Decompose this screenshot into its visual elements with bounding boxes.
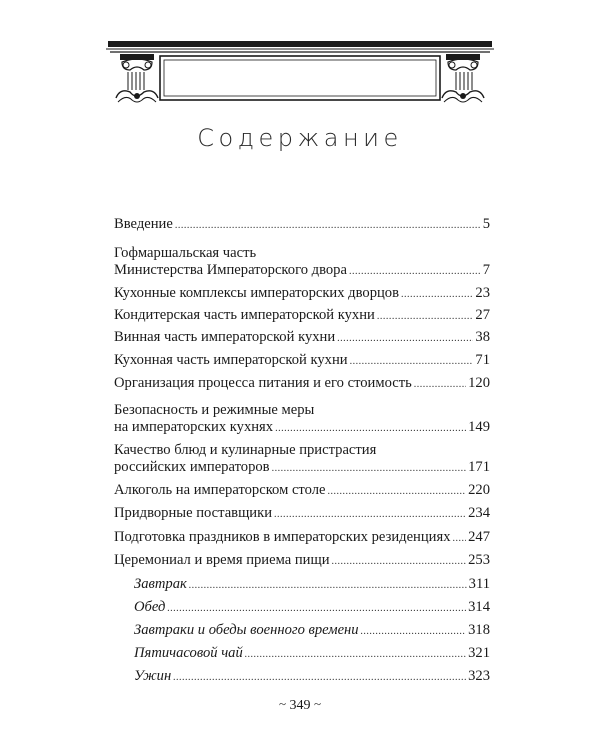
toc-entry[interactable]: [114, 505, 490, 523]
toc-entry-label: Придворные поставщики: [114, 505, 273, 521]
toc-entry-label: Завтраки и обеды военного времени: [134, 622, 359, 638]
toc-entry[interactable]: [114, 442, 490, 477]
toc-subentry[interactable]: [114, 576, 490, 594]
leader-dots: [173, 669, 466, 686]
toc-entry[interactable]: [114, 402, 490, 437]
toc-entry-page: 253: [468, 552, 490, 568]
toc-entry-page: 120: [468, 375, 490, 391]
leader-dots: [167, 600, 466, 617]
toc-entry-label-line1: Гофмаршальская часть: [114, 245, 257, 261]
toc-entry-page: 71: [475, 352, 490, 368]
toc-subentry[interactable]: [114, 599, 490, 617]
toc-entry-label: Кухонная часть императорской кухни: [114, 352, 348, 368]
toc-entry-label: Винная часть императорской кухни: [114, 329, 336, 345]
toc-entry[interactable]: [114, 216, 490, 234]
toc-subentry[interactable]: [114, 645, 490, 663]
toc-entry-page: 311: [468, 576, 490, 592]
toc-entry-label: Ужин: [134, 668, 172, 684]
toc-entry-label: Введение: [114, 216, 173, 232]
leader-dots: [337, 330, 473, 347]
leader-dots: [349, 263, 481, 280]
toc-entry[interactable]: [114, 285, 490, 303]
leader-dots: [245, 646, 466, 663]
toc-entry-label: Обед: [134, 599, 166, 615]
toc-entry-label: Церемониал и время приема пищи: [114, 552, 330, 568]
folio-left-ornament: ~: [278, 696, 286, 711]
toc-entry[interactable]: [114, 552, 490, 570]
header-ornament-frame: [106, 40, 494, 104]
toc-entry-page: 5: [482, 216, 490, 232]
toc-entry-label: Министерства Императорского двора: [114, 262, 347, 278]
leader-dots: [272, 460, 467, 477]
toc-entry-page: 323: [468, 668, 490, 684]
toc-entry-page: 314: [468, 599, 490, 615]
leader-dots: [327, 483, 466, 500]
toc-entry-label: Организация процесса питания и его стоимость: [114, 375, 412, 391]
folio-right-ornament: ~: [314, 696, 322, 711]
toc-entry[interactable]: [114, 529, 490, 547]
toc-entry-label-line1: Безопасность и режимные меры: [114, 402, 315, 418]
page-title: Содержание: [197, 124, 403, 152]
leader-dots: [414, 376, 466, 393]
toc-entry[interactable]: [114, 375, 490, 393]
leader-dots: [401, 286, 473, 303]
toc-entry-page: 7: [482, 262, 490, 278]
toc-entry-label: Пятичасовой чай: [134, 645, 243, 661]
toc-entry[interactable]: [114, 352, 490, 370]
toc-subentry[interactable]: [114, 668, 490, 686]
leader-dots: [274, 506, 466, 523]
leader-dots: [275, 420, 466, 437]
toc-entry-label: Кухонные комплексы императорских дворцов: [114, 285, 399, 301]
toc-entry-label: российских императоров: [114, 459, 270, 475]
toc-entry-label-line1: Качество блюд и кулинарные пристрастия: [114, 442, 377, 458]
leader-dots: [350, 353, 474, 370]
toc-entry-page: 220: [468, 482, 490, 498]
toc-entry-label: Кондитерская часть императорской кухни: [114, 307, 375, 323]
toc-entry-page: 321: [468, 645, 490, 661]
page-number: 349: [289, 698, 311, 713]
toc-entry-label: Подготовка праздников в императорских резиденциях: [114, 529, 451, 545]
toc-entry[interactable]: [114, 482, 490, 500]
page-folio: [0, 696, 600, 714]
toc-entry-page: 27: [475, 307, 490, 323]
toc-entry-page: 149: [468, 419, 490, 435]
toc-entry-page: 247: [468, 529, 490, 545]
toc-entry-page: 38: [475, 329, 490, 345]
leader-dots: [377, 308, 474, 325]
toc-entry-page: 318: [468, 622, 490, 638]
leader-dots: [361, 623, 467, 640]
toc-entry-label: на императорских кухнях: [114, 419, 274, 435]
leader-dots: [189, 577, 467, 594]
toc-entry-page: 234: [468, 505, 490, 521]
leader-dots: [175, 217, 481, 234]
toc-entry[interactable]: [114, 307, 490, 325]
toc-entry-label: Алкоголь на императорском столе: [114, 482, 326, 498]
toc-entry-label: Завтрак: [134, 576, 187, 592]
leader-dots: [453, 530, 467, 547]
toc-entry[interactable]: [114, 245, 490, 280]
toc-entry-page: 23: [475, 285, 490, 301]
toc-entry[interactable]: [114, 329, 490, 347]
toc-entry-page: 171: [468, 459, 490, 475]
leader-dots: [332, 553, 467, 570]
toc-subentry[interactable]: [114, 622, 490, 640]
